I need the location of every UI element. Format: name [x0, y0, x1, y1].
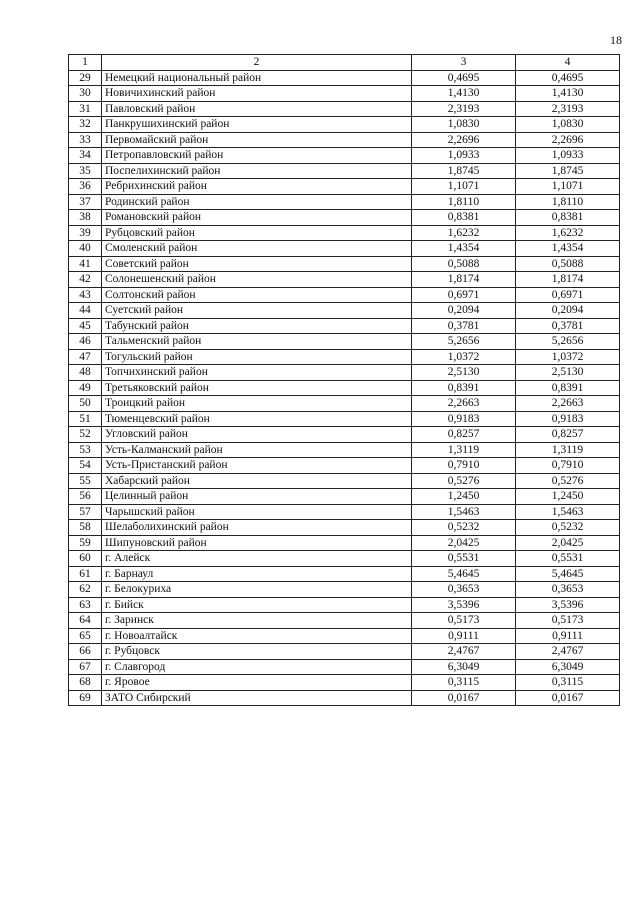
row-value-col4-cell: 1,8110 [516, 194, 620, 210]
row-value-col4-cell: 0,8257 [516, 427, 620, 443]
row-name-cell: г. Яровое [102, 675, 412, 691]
row-number-cell: 64 [69, 613, 102, 629]
row-value-col4-cell: 0,8381 [516, 210, 620, 226]
row-value-col4-cell: 0,7910 [516, 458, 620, 474]
table-row [69, 148, 620, 164]
row-number-cell: 46 [69, 334, 102, 350]
row-number-cell: 50 [69, 396, 102, 412]
row-number-cell: 40 [69, 241, 102, 257]
row-value-col4-cell: 0,9111 [516, 628, 620, 644]
row-value-col4-cell: 0,5276 [516, 473, 620, 489]
row-number-cell: 61 [69, 566, 102, 582]
row-value-col4-cell: 0,8391 [516, 380, 620, 396]
row-name-cell: Шелаболихинский район [102, 520, 412, 536]
row-value-col3-cell: 0,6971 [412, 287, 516, 303]
row-value-col4-cell: 0,5531 [516, 551, 620, 567]
table-row [69, 427, 620, 443]
row-value-col4-cell: 2,4767 [516, 644, 620, 660]
row-value-col4-cell: 0,4695 [516, 70, 620, 86]
row-number-cell: 38 [69, 210, 102, 226]
row-value-col4-cell: 1,3119 [516, 442, 620, 458]
row-value-col4-cell: 3,5396 [516, 597, 620, 613]
table-row [69, 349, 620, 365]
row-value-col4-cell: 0,9183 [516, 411, 620, 427]
table-row [69, 675, 620, 691]
row-value-col3-cell: 1,1071 [412, 179, 516, 195]
page-number: 18 [610, 33, 622, 47]
table-row [69, 132, 620, 148]
table-row [69, 644, 620, 660]
row-value-col4-cell: 0,5088 [516, 256, 620, 272]
row-value-col3-cell: 0,9183 [412, 411, 516, 427]
row-value-col4-cell: 5,2656 [516, 334, 620, 350]
table-row [69, 458, 620, 474]
row-value-col4-cell: 2,2696 [516, 132, 620, 148]
row-value-col4-cell: 0,6971 [516, 287, 620, 303]
row-value-col4-cell: 5,4645 [516, 566, 620, 582]
row-number-cell: 56 [69, 489, 102, 505]
column-header-3: 3 [412, 55, 516, 71]
row-name-cell: Смоленский район [102, 241, 412, 257]
row-name-cell: Родинский район [102, 194, 412, 210]
row-value-col3-cell: 2,3193 [412, 101, 516, 117]
table-row [69, 117, 620, 133]
row-name-cell: Немецкий национальный район [102, 70, 412, 86]
row-value-col3-cell: 2,0425 [412, 535, 516, 551]
row-value-col3-cell: 0,5531 [412, 551, 516, 567]
row-value-col4-cell: 1,0372 [516, 349, 620, 365]
row-value-col3-cell: 1,2450 [412, 489, 516, 505]
table-row [69, 628, 620, 644]
row-value-col3-cell: 0,3653 [412, 582, 516, 598]
row-number-cell: 42 [69, 272, 102, 288]
row-value-col3-cell: 0,3115 [412, 675, 516, 691]
row-value-col3-cell: 0,5276 [412, 473, 516, 489]
table-row [69, 582, 620, 598]
row-value-col4-cell: 1,4130 [516, 86, 620, 102]
row-value-col4-cell: 1,0933 [516, 148, 620, 164]
row-name-cell: ЗАТО Сибирский [102, 690, 412, 706]
row-name-cell: г. Рубцовск [102, 644, 412, 660]
row-name-cell: Шипуновский район [102, 535, 412, 551]
row-value-col3-cell: 2,4767 [412, 644, 516, 660]
row-name-cell: Угловский район [102, 427, 412, 443]
row-number-cell: 66 [69, 644, 102, 660]
row-name-cell: г. Алейск [102, 551, 412, 567]
row-value-col3-cell: 2,2663 [412, 396, 516, 412]
row-name-cell: Первомайский район [102, 132, 412, 148]
row-value-col4-cell: 1,4354 [516, 241, 620, 257]
row-name-cell: Солтонский район [102, 287, 412, 303]
row-value-col4-cell: 2,3193 [516, 101, 620, 117]
row-number-cell: 31 [69, 101, 102, 117]
row-name-cell: Тогульский район [102, 349, 412, 365]
row-value-col3-cell: 6,3049 [412, 659, 516, 675]
row-name-cell: Петропавловский район [102, 148, 412, 164]
table-row [69, 473, 620, 489]
row-name-cell: Суетский район [102, 303, 412, 319]
table-row [69, 659, 620, 675]
row-number-cell: 33 [69, 132, 102, 148]
table-row [69, 179, 620, 195]
row-value-col4-cell: 0,3781 [516, 318, 620, 334]
table-row [69, 163, 620, 179]
row-value-col3-cell: 0,0167 [412, 690, 516, 706]
row-value-col4-cell: 1,8174 [516, 272, 620, 288]
row-name-cell: Солонешенский район [102, 272, 412, 288]
row-name-cell: Усть-Пристанский район [102, 458, 412, 474]
row-value-col3-cell: 1,3119 [412, 442, 516, 458]
row-number-cell: 62 [69, 582, 102, 598]
table-row [69, 380, 620, 396]
table-row [69, 287, 620, 303]
row-name-cell: Поспелихинский район [102, 163, 412, 179]
table-row [69, 194, 620, 210]
row-name-cell: Третьяковский район [102, 380, 412, 396]
column-header-2: 2 [102, 55, 412, 71]
table-row [69, 551, 620, 567]
table-body [69, 70, 620, 706]
row-value-col3-cell: 0,7910 [412, 458, 516, 474]
row-name-cell: г. Бийск [102, 597, 412, 613]
row-number-cell: 48 [69, 365, 102, 381]
row-value-col4-cell: 0,0167 [516, 690, 620, 706]
table-row [69, 535, 620, 551]
table-row [69, 566, 620, 582]
row-name-cell: Панкрушихинский район [102, 117, 412, 133]
table-header-row [69, 55, 620, 71]
row-value-col3-cell: 1,5463 [412, 504, 516, 520]
row-value-col3-cell: 0,5088 [412, 256, 516, 272]
row-number-cell: 45 [69, 318, 102, 334]
row-name-cell: Романовский район [102, 210, 412, 226]
row-number-cell: 52 [69, 427, 102, 443]
row-value-col3-cell: 1,8745 [412, 163, 516, 179]
row-value-col4-cell: 0,5232 [516, 520, 620, 536]
row-number-cell: 36 [69, 179, 102, 195]
row-value-col3-cell: 2,5130 [412, 365, 516, 381]
row-value-col3-cell: 2,2696 [412, 132, 516, 148]
data-table [68, 54, 620, 706]
table-row [69, 520, 620, 536]
row-value-col4-cell: 0,5173 [516, 613, 620, 629]
row-number-cell: 43 [69, 287, 102, 303]
table-row [69, 318, 620, 334]
row-value-col3-cell: 0,8391 [412, 380, 516, 396]
row-name-cell: Троицкий район [102, 396, 412, 412]
row-value-col3-cell: 0,5232 [412, 520, 516, 536]
table-row [69, 504, 620, 520]
row-name-cell: г. Барнаул [102, 566, 412, 582]
row-value-col3-cell: 1,0933 [412, 148, 516, 164]
table-row [69, 210, 620, 226]
row-value-col4-cell: 1,0830 [516, 117, 620, 133]
row-name-cell: Рубцовский район [102, 225, 412, 241]
row-value-col3-cell: 1,6232 [412, 225, 516, 241]
table-row [69, 690, 620, 706]
row-value-col3-cell: 5,2656 [412, 334, 516, 350]
table-row [69, 241, 620, 257]
table-row [69, 365, 620, 381]
row-value-col3-cell: 3,5396 [412, 597, 516, 613]
row-number-cell: 69 [69, 690, 102, 706]
row-number-cell: 63 [69, 597, 102, 613]
row-number-cell: 65 [69, 628, 102, 644]
row-number-cell: 44 [69, 303, 102, 319]
row-number-cell: 51 [69, 411, 102, 427]
row-name-cell: г. Новоалтайск [102, 628, 412, 644]
row-value-col3-cell: 0,2094 [412, 303, 516, 319]
row-number-cell: 30 [69, 86, 102, 102]
row-number-cell: 29 [69, 70, 102, 86]
row-name-cell: Хабарский район [102, 473, 412, 489]
row-value-col4-cell: 1,5463 [516, 504, 620, 520]
row-value-col3-cell: 1,8110 [412, 194, 516, 210]
row-number-cell: 49 [69, 380, 102, 396]
row-value-col3-cell: 0,8381 [412, 210, 516, 226]
row-number-cell: 53 [69, 442, 102, 458]
row-number-cell: 32 [69, 117, 102, 133]
row-number-cell: 34 [69, 148, 102, 164]
table-row [69, 334, 620, 350]
row-number-cell: 59 [69, 535, 102, 551]
row-name-cell: г. Заринск [102, 613, 412, 629]
row-number-cell: 41 [69, 256, 102, 272]
column-header-4: 4 [516, 55, 620, 71]
row-number-cell: 57 [69, 504, 102, 520]
row-value-col4-cell: 2,5130 [516, 365, 620, 381]
row-value-col4-cell: 2,0425 [516, 535, 620, 551]
row-name-cell: Табунский район [102, 318, 412, 334]
table-row [69, 225, 620, 241]
row-value-col4-cell: 1,2450 [516, 489, 620, 505]
row-value-col3-cell: 0,8257 [412, 427, 516, 443]
row-name-cell: Тальменский район [102, 334, 412, 350]
row-number-cell: 55 [69, 473, 102, 489]
table-row [69, 396, 620, 412]
row-value-col4-cell: 2,2663 [516, 396, 620, 412]
row-number-cell: 54 [69, 458, 102, 474]
table-row [69, 489, 620, 505]
row-name-cell: г. Белокуриха [102, 582, 412, 598]
row-value-col3-cell: 1,4130 [412, 86, 516, 102]
row-name-cell: Топчихинский район [102, 365, 412, 381]
table-row [69, 86, 620, 102]
row-value-col4-cell: 0,3115 [516, 675, 620, 691]
row-name-cell: Тюменцевский район [102, 411, 412, 427]
row-name-cell: Целинный район [102, 489, 412, 505]
row-value-col3-cell: 0,9111 [412, 628, 516, 644]
row-number-cell: 58 [69, 520, 102, 536]
row-value-col3-cell: 1,4354 [412, 241, 516, 257]
row-name-cell: г. Славгород [102, 659, 412, 675]
row-value-col3-cell: 1,8174 [412, 272, 516, 288]
row-value-col4-cell: 1,8745 [516, 163, 620, 179]
row-name-cell: Чарышский район [102, 504, 412, 520]
row-number-cell: 47 [69, 349, 102, 365]
row-value-col3-cell: 0,5173 [412, 613, 516, 629]
table-row [69, 613, 620, 629]
table-row [69, 411, 620, 427]
row-value-col3-cell: 0,4695 [412, 70, 516, 86]
row-number-cell: 60 [69, 551, 102, 567]
table-row [69, 303, 620, 319]
row-name-cell: Новичихинский район [102, 86, 412, 102]
row-value-col3-cell: 5,4645 [412, 566, 516, 582]
row-value-col3-cell: 1,0372 [412, 349, 516, 365]
row-name-cell: Усть-Калманский район [102, 442, 412, 458]
row-value-col4-cell: 6,3049 [516, 659, 620, 675]
row-number-cell: 39 [69, 225, 102, 241]
table-row [69, 101, 620, 117]
row-number-cell: 35 [69, 163, 102, 179]
row-value-col4-cell: 1,6232 [516, 225, 620, 241]
table-row [69, 70, 620, 86]
row-name-cell: Советский район [102, 256, 412, 272]
row-value-col4-cell: 0,2094 [516, 303, 620, 319]
table-row [69, 272, 620, 288]
row-name-cell: Ребрихинский район [102, 179, 412, 195]
row-value-col3-cell: 1,0830 [412, 117, 516, 133]
table-row [69, 256, 620, 272]
column-header-1: 1 [69, 55, 102, 71]
row-value-col3-cell: 0,3781 [412, 318, 516, 334]
row-number-cell: 68 [69, 675, 102, 691]
table-row [69, 597, 620, 613]
row-number-cell: 37 [69, 194, 102, 210]
row-value-col4-cell: 1,1071 [516, 179, 620, 195]
table-row [69, 442, 620, 458]
row-value-col4-cell: 0,3653 [516, 582, 620, 598]
row-number-cell: 67 [69, 659, 102, 675]
row-name-cell: Павловский район [102, 101, 412, 117]
